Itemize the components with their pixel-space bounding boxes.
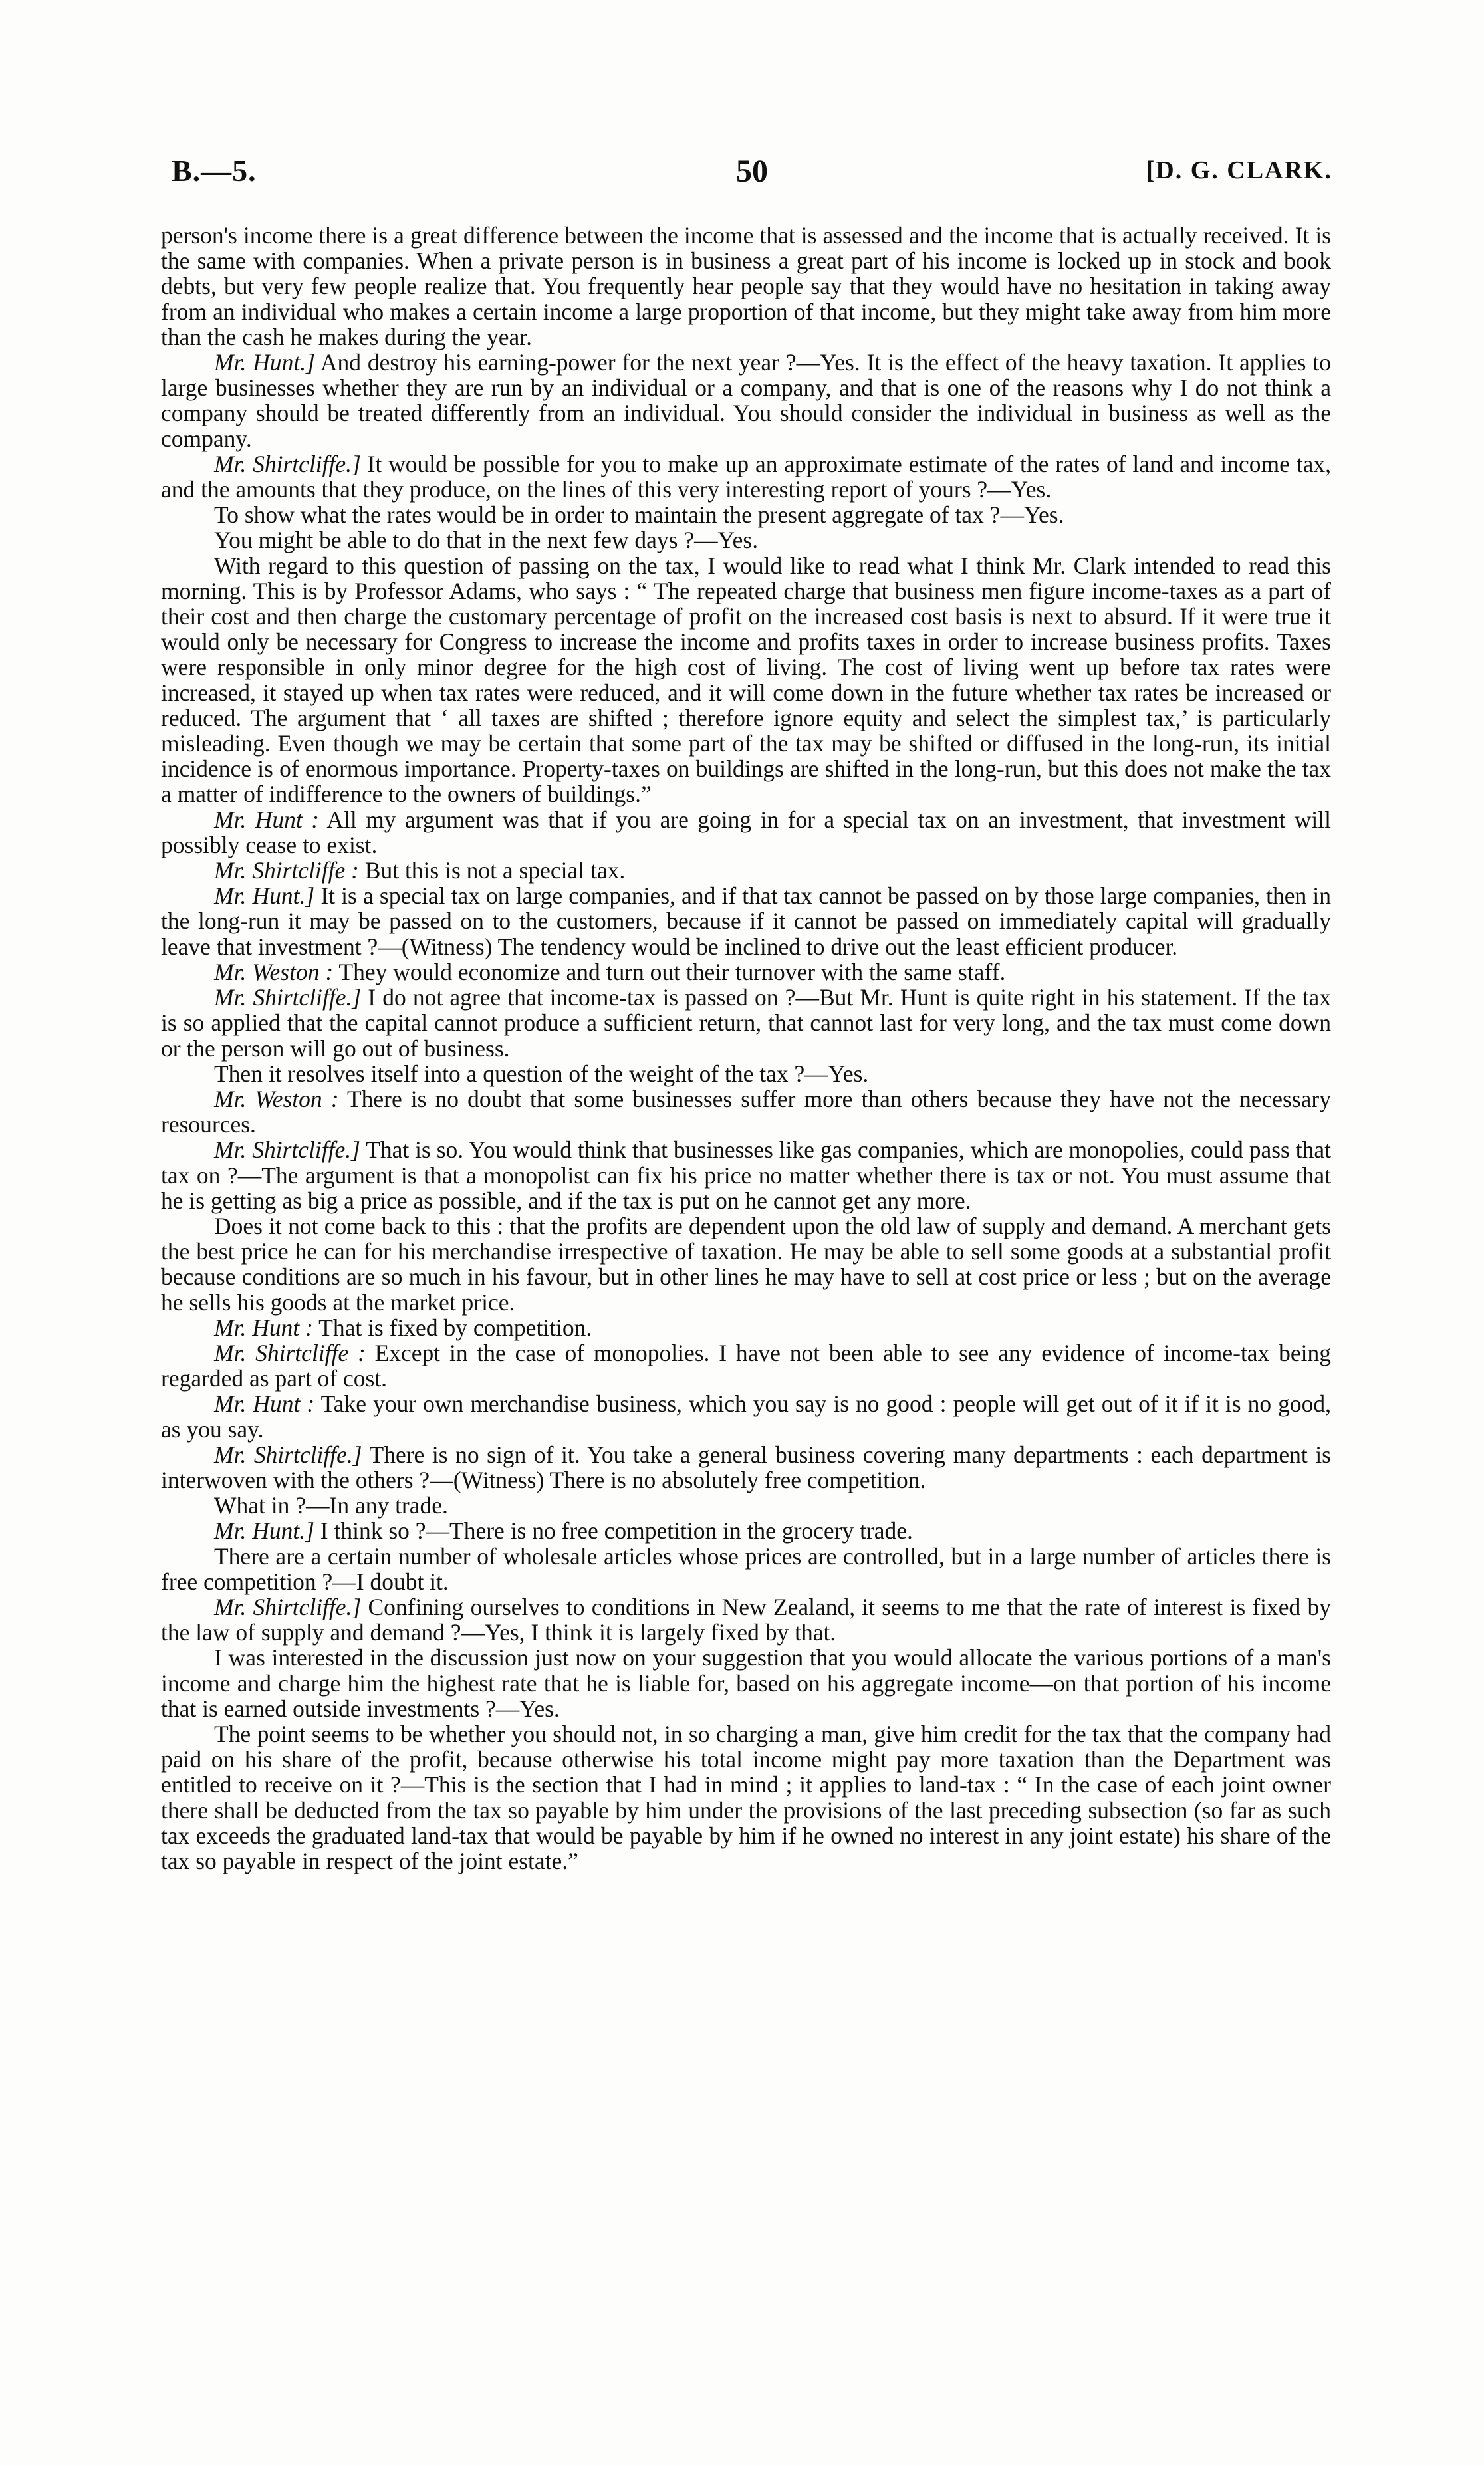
paragraph-text: It would be possible for you to make up an approximate estimate of the rates of land and income tax, and the amounts that they produce, on the lines of this very interesting report of yours ?—Yes.: [161, 450, 1331, 503]
paragraph: [161, 1340, 1331, 1391]
paragraph: [161, 1544, 1331, 1594]
speaker-label: Mr. Shirtcliffe.]: [214, 1593, 362, 1620]
speaker-label: Mr. Hunt.]: [214, 1517, 314, 1544]
witness-name: [D. G. CLARK.: [1146, 156, 1332, 184]
paragraph: [161, 1493, 1331, 1518]
paragraph-text: What in ?—In any trade.: [214, 1492, 448, 1519]
paragraph: [161, 223, 1331, 350]
paragraph-text: Confining ourselves to conditions in New Zealand, it seems to me that the rate of interest is fixed by the law of supply and demand ?—Yes, I think it is largely fixed by that.: [161, 1593, 1331, 1646]
speaker-label: Mr. Hunt :: [214, 1314, 313, 1341]
speaker-label: Mr. Hunt :: [214, 806, 319, 833]
speaker-label: Mr. Shirtcliffe.]: [214, 1441, 362, 1468]
page-number: 50: [736, 154, 768, 189]
speaker-label: Mr. Hunt :: [214, 1390, 315, 1418]
paragraph-text: Except in the case of monopolies. I have not been able to see any evidence of income-tax being regarded as part of cost.: [161, 1339, 1331, 1392]
speaker-label: Mr. Shirtcliffe.]: [214, 984, 362, 1011]
paragraph-text: That is fixed by competition.: [312, 1314, 592, 1341]
paragraph-text: To show what the rates would be in order to maintain the present aggregate of tax ?—Yes.: [214, 501, 1064, 529]
speaker-label: Mr. Shirtcliffe :: [214, 857, 359, 884]
paragraph: [161, 1391, 1331, 1441]
paragraph-text: Take your own merchandise business, which you say is no good : people will get out of it if it is no good, as you say.: [161, 1390, 1331, 1443]
paragraph: [161, 1213, 1331, 1315]
paragraph-text: You might be able to do that in the next few days ?—Yes.: [214, 527, 759, 554]
speaker-label: Mr. Shirtcliffe.]: [214, 450, 361, 477]
document-reference: B.—5.: [172, 154, 257, 187]
paragraph-text: That is so. You would think that businesses like gas companies, which are monopolies, could pass that tax on ?—The argument is that a monopolist can fix his price no matter whether there is tax or not. You must assume that he is getting as big a price as possible, and if the tax is put on he cannot get any more.: [161, 1136, 1331, 1214]
speaker-label: Mr. Hunt.]: [214, 349, 315, 376]
paragraph: [161, 1721, 1331, 1874]
speaker-label: Mr. Weston :: [214, 958, 334, 985]
paragraph: [161, 959, 1331, 985]
paragraph-text: I do not agree that income-tax is passed on ?—But Mr. Hunt is quite right in his statement. If the tax is so applied that the capital cannot produce a sufficient return, that cannot last for very long, and the tax must come down or the person will go out of business.: [161, 984, 1331, 1062]
paragraph: [161, 1086, 1331, 1137]
paragraph: [161, 1442, 1331, 1493]
paragraph: [161, 1137, 1331, 1213]
paragraph: [161, 502, 1331, 527]
speaker-label: Mr. Hunt.]: [214, 882, 315, 910]
paragraph-text: person's income there is a great difference between the income that is assessed and the income that is actually received. It is the same with companies. When a private person is in business a great part of his income is locked up in stock and book debts, but very few people realize that. You frequently hear people say that they would have no hesitation in taking away from an individual who makes a certain income a large proportion of that income, but they might take away from him more than the cash he makes during the year.: [161, 222, 1331, 350]
paragraph-text: All my argument was that if you are going in for a special tax on an investment, that investment will possibly cease to exist.: [161, 806, 1331, 858]
paragraph: [161, 553, 1331, 807]
paragraph-text: With regard to this question of passing on the tax, I would like to read what I think Mr. Clark intended to read this morning. This is by Professor Adams, who says : “ The repeated charge that business men figure income-taxes as a part of their cost and then charge the customary percentage of profit on the increased cost basis is next to absurd. If it were true it would only be necessary for Congress to increase the income and profits taxes in order to increase business profits. Taxes were responsible in only minor degree for the high cost of living. The cost of living went up before tax rates were increased, it stayed up when tax rates were reduced, and it will come down in the future whether tax rates be increased or reduced. The argument that ‘ all taxes are shifted ; therefore ignore equity and select the simplest tax,’ is particularly misleading. Even though we may be certain that some part of the tax may be shifted or diffused in the long-run, its initial incidence is of enormous importance. Property-taxes on buildings are shifted in the long-run, but this does not make the tax a matter of indifference to the owners of buildings.”: [161, 552, 1331, 808]
paragraph-text: There is no doubt that some businesses suffer more than others because they have not the necessary resources.: [161, 1085, 1331, 1138]
paragraph: [161, 1315, 1331, 1340]
paragraph: [161, 1645, 1331, 1721]
paragraph-text: Then it resolves itself into a question of the weight of the tax ?—Yes.: [214, 1060, 869, 1087]
paragraph-text: I was interested in the discussion just now on your suggestion that you would allocate the various portions of a man's income and charge him the highest rate that he is liable for, based on his aggregate income—on that portion of his income that is earned outside investments ?—Yes.: [161, 1644, 1331, 1722]
paragraph: [161, 985, 1331, 1061]
paragraph: [161, 1518, 1331, 1543]
paragraph-text: They would economize and turn out their turnover with the same staff.: [333, 958, 1006, 985]
paragraph-text: And destroy his earning-power for the next year ?—Yes. It is the effect of the heavy taxation. It applies to large businesses whether they are run by an individual or a company, and that is one of the reasons why I do not think a company should be treated differently from an individual. You should consider the individual in business as well as the company.: [161, 349, 1331, 452]
speaker-label: Mr. Weston :: [214, 1085, 339, 1112]
paragraph: [161, 883, 1331, 959]
paragraph: [161, 858, 1331, 883]
paragraph: [161, 1594, 1331, 1645]
paragraph: [161, 1061, 1331, 1086]
paragraph-text: There is no sign of it. You take a general business covering many departments : each department is interwoven with the others ?—(Witness) There is no absolutely free competition.: [161, 1441, 1331, 1493]
paragraph: [161, 350, 1331, 451]
paragraph: [161, 527, 1331, 553]
paragraph-text: It is a special tax on large companies, and if that tax cannot be passed on by those large companies, then in the long-run it may be passed on to the customers, because if it cannot be passed on immediately capital will gradually leave that investment ?—(Witness) The tendency would be inclined to drive out the least efficient producer.: [161, 882, 1331, 960]
paragraph-text: There are a certain number of wholesale articles whose prices are controlled, but in a large number of articles there is free competition ?—I doubt it.: [161, 1542, 1331, 1595]
body-text: [161, 223, 1331, 1874]
paragraph: [161, 451, 1331, 502]
paragraph-text: I think so ?—There is no free competition in the grocery trade.: [314, 1517, 913, 1544]
paragraph-text: The point seems to be whether you should not, in so charging a man, give him credit for the tax that the company had paid on his share of the profit, because otherwise his total income might pay more taxation than the Department was entitled to receive on it ?—This is the section that I had in mind ; it applies to land-tax : “ In the case of each joint owner there shall be deducted from the tax so payable by him under the provisions of the last preceding subsection (so far as such tax exceeds the graduated land-tax that would be payable by him if he owned no interest in any joint estate) his share of the tax so payable in respect of the joint estate.”: [161, 1720, 1331, 1874]
speaker-label: Mr. Shirtcliffe :: [214, 1339, 366, 1366]
paragraph-text: Does it not come back to this : that the profits are dependent upon the old law of supply and demand. A merchant gets the best price he can for his merchandise irrespective of taxation. He may be able to sell some goods at a substantial profit because conditions are so much in his favour, but in other lines he may have to sell at cost price or less ; but on the average he sells his goods at the market price.: [161, 1212, 1331, 1316]
speaker-label: Mr. Shirtcliffe.]: [214, 1136, 360, 1164]
paragraph-text: But this is not a special tax.: [358, 857, 626, 884]
paragraph: [161, 807, 1331, 858]
page-header: [172, 153, 1332, 193]
